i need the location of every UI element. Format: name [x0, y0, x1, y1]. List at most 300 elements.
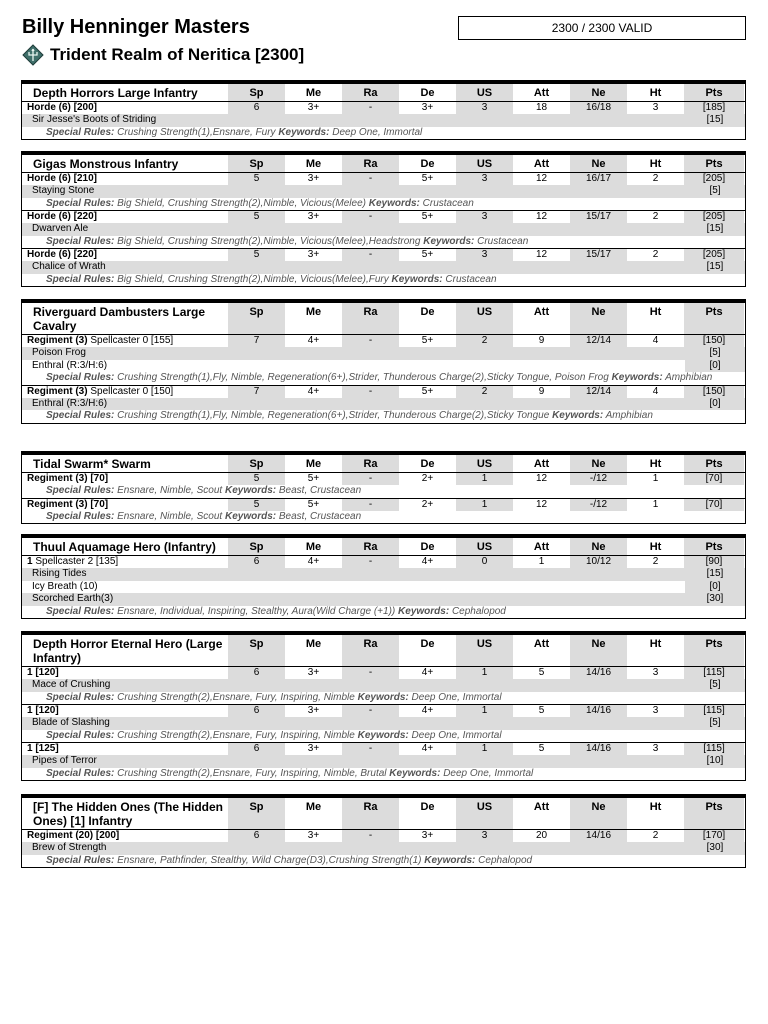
stat-value: 3+ — [307, 249, 320, 260]
stat-header: Ra — [342, 635, 399, 666]
stat-value: 3+ — [307, 173, 320, 184]
stat-header: Ht — [627, 303, 684, 334]
stat-value: 5+ — [421, 211, 434, 222]
stat-value: 3+ — [421, 830, 434, 841]
stat-value: 9 — [538, 385, 545, 397]
stat-value: 2 — [652, 249, 659, 260]
special-rules — [22, 274, 745, 287]
upgrade-name: Chalice of Wrath — [22, 261, 685, 274]
special-rules-text: Crushing Strength(1),Fly, Nimble, Regeneration(6+),Strider, Thunderous Charge(2),Sticky Tongue, Poison Frog — [117, 372, 609, 383]
stat-value: -/12 — [570, 499, 627, 511]
keywords-label: Keywords: — [357, 691, 409, 703]
stat-value: [205] — [684, 249, 744, 261]
unit-size-extra: Spellcaster 0 [150] — [87, 385, 174, 397]
keywords-label: Keywords: — [224, 485, 277, 496]
stat-header: Me — [285, 798, 342, 829]
unit-size-label: 1 — [27, 556, 33, 567]
stat-value: 3+ — [307, 705, 320, 716]
stat-header: Att — [513, 635, 570, 666]
stat-value: - — [342, 667, 399, 679]
special-rules-label: Special Rules: — [46, 729, 115, 741]
special-rules-label: Special Rules: — [46, 273, 115, 285]
stat-value: 4+ — [307, 385, 320, 397]
stat-value: 5 — [228, 173, 285, 185]
stat-header: US — [456, 303, 513, 334]
stat-value: 3 — [456, 173, 513, 185]
unit-block — [21, 451, 746, 524]
stat-header: Sp — [228, 303, 285, 334]
unit-size-label: 1 [120] — [27, 667, 59, 678]
keywords-text: Amphibian — [605, 410, 653, 421]
unit-block — [21, 299, 746, 424]
stat-value: [205] — [684, 173, 744, 185]
special-rules — [22, 692, 745, 705]
stat-value: 1 — [456, 667, 513, 679]
unit-size — [22, 830, 228, 842]
stat-value: 5+ — [307, 473, 320, 484]
unit-size-label: Regiment (20) [200] — [27, 830, 120, 841]
stat-value: 1 — [456, 473, 513, 485]
stat-value: [90] — [684, 556, 744, 568]
stat-value: 10/12 — [570, 556, 627, 568]
special-rules-text: Crushing Strength(1),Ensnare, Fury — [117, 126, 276, 138]
upgrade-name: Brew of Strength — [22, 842, 685, 855]
stat-value: 3+ — [307, 102, 320, 113]
upgrade-name: Dwarven Ale — [22, 223, 685, 236]
stat-value: 5+ — [421, 335, 434, 346]
upgrade-name: Scorched Earth(3) — [22, 593, 685, 606]
stat-value: [150] — [684, 386, 744, 398]
stat-value: 20 — [535, 830, 548, 841]
stat-value: 1 — [456, 499, 513, 511]
stat-value: [115] — [684, 705, 744, 717]
special-rules — [22, 730, 745, 743]
unit-header — [22, 538, 745, 556]
unit-title: Thuul Aquamage Hero (Infantry) — [33, 540, 216, 554]
stat-value: 5 — [538, 743, 545, 754]
keywords-text: Beast, Crustacean — [278, 510, 362, 522]
stat-header: Pts — [684, 538, 744, 555]
stat-header: Pts — [684, 798, 744, 829]
unit-size-label: 1 [125] — [27, 743, 59, 754]
stat-header: Ra — [342, 155, 399, 172]
upgrade-points: [0] — [685, 360, 745, 373]
stat-header: Ra — [342, 798, 399, 829]
unit-size-label: Horde (6) [220] — [27, 211, 98, 222]
stat-header: Ra — [342, 455, 399, 472]
stat-value: 5 — [228, 499, 285, 511]
stat-value: 6 — [228, 556, 285, 568]
upgrade-row — [22, 717, 745, 730]
stat-header: Ra — [342, 84, 399, 101]
unit-header — [22, 635, 745, 667]
upgrade-row — [22, 842, 745, 855]
unit-title: [F] The Hidden Ones (The Hidden Ones) [1] Infantry — [33, 800, 223, 828]
unit-entry-row — [22, 667, 745, 679]
special-rules-text: Big Shield, Crushing Strength(2),Nimble, Vicious(Melee),Fury — [117, 273, 389, 285]
stat-value: - — [342, 249, 399, 261]
special-rules-label: Special Rules: — [46, 605, 115, 617]
keywords-label: Keywords: — [389, 767, 441, 779]
unit-size-label: Horde (6) [200] — [27, 102, 98, 113]
stat-value: 4+ — [307, 335, 320, 346]
stat-value: 14/16 — [570, 830, 627, 842]
keywords-text: Amphibian — [665, 372, 713, 383]
stat-value: 3+ — [307, 743, 320, 754]
upgrade-row — [22, 593, 745, 606]
unit-block — [21, 80, 746, 140]
stat-value: -/12 — [570, 473, 627, 485]
upgrade-name: Blade of Slashing — [22, 717, 685, 730]
stat-value: [70] — [684, 499, 744, 511]
stat-header: De — [399, 155, 456, 172]
stat-value: 5 — [228, 249, 285, 261]
stat-value: 2+ — [421, 473, 434, 484]
stat-header: Me — [285, 635, 342, 666]
stat-header: US — [456, 538, 513, 555]
stat-value: 12 — [535, 249, 548, 260]
stat-value: 16/17 — [570, 173, 627, 185]
unit-title: Riverguard Dambusters Large Cavalry — [33, 305, 206, 333]
special-rules-text: Ensnare, Individual, Inspiring, Stealthy, Aura(Wild Charge (+1)) — [117, 605, 396, 617]
stat-value: 2 — [652, 211, 659, 222]
unit-size-label: 1 [120] — [27, 705, 59, 716]
unit-entry-row — [22, 830, 745, 842]
stat-value: 4 — [652, 335, 659, 346]
stat-header: Ht — [627, 798, 684, 829]
upgrade-row — [22, 581, 745, 594]
stat-header: Att — [513, 303, 570, 334]
stat-header: Me — [285, 155, 342, 172]
keywords-label: Keywords: — [424, 854, 476, 866]
keywords-label: Keywords: — [224, 510, 277, 522]
unit-size-extra: Spellcaster 2 [135] — [32, 556, 119, 567]
stat-header: Pts — [684, 455, 744, 472]
unit-size-label: Regiment (3) [70] — [27, 473, 109, 484]
stat-value: 12 — [535, 498, 548, 510]
stat-value: [205] — [684, 211, 744, 223]
keywords-text: Deep One, Immortal — [332, 126, 423, 138]
stat-value: [170] — [684, 830, 744, 842]
stat-value: 7 — [228, 386, 285, 398]
stat-value: 3 — [652, 667, 659, 678]
stat-header: Me — [285, 455, 342, 472]
unit-header — [22, 455, 745, 473]
upgrade-row — [22, 568, 745, 581]
unit-block — [21, 151, 746, 287]
unit-size-label: Horde (6) [210] — [27, 173, 98, 184]
stat-value: - — [342, 473, 399, 485]
special-rules-label: Special Rules: — [46, 372, 115, 383]
keywords-label: Keywords: — [391, 273, 443, 285]
stat-value: 2 — [652, 556, 659, 567]
unit-block — [21, 794, 746, 868]
upgrade-name: Staying Stone — [22, 185, 685, 198]
stat-header: Ne — [570, 84, 627, 101]
stat-value: 12/14 — [570, 386, 627, 398]
stat-value: [115] — [684, 667, 744, 679]
unit-entry-row — [22, 249, 745, 261]
stat-header: Ht — [627, 455, 684, 472]
special-rules-label: Special Rules: — [46, 485, 115, 496]
page-header — [22, 14, 746, 74]
upgrade-points: [5] — [685, 679, 745, 692]
unit-header — [22, 84, 745, 102]
stat-value: 4+ — [421, 705, 434, 716]
keywords-label: Keywords: — [552, 410, 604, 421]
unit-size — [22, 556, 228, 568]
faction-trident-icon — [22, 44, 44, 66]
stat-header: Sp — [228, 635, 285, 666]
special-rules-label: Special Rules: — [46, 410, 115, 421]
stat-value: 5+ — [421, 385, 434, 397]
stat-value: 5 — [228, 211, 285, 223]
stat-value: 4+ — [421, 667, 434, 678]
special-rules — [22, 855, 745, 868]
keywords-label: Keywords: — [357, 729, 409, 741]
stat-header: Ht — [627, 155, 684, 172]
army-title: Trident Realm of Neritica [2300] — [50, 45, 305, 64]
unit-size-label: Regiment (3) — [27, 335, 88, 346]
stat-value: 6 — [228, 830, 285, 842]
stat-value: 12 — [535, 173, 548, 184]
unit-size — [22, 743, 228, 755]
keywords-label: Keywords: — [278, 126, 330, 138]
keywords-label: Keywords: — [398, 605, 450, 617]
stat-value: 1 — [456, 705, 513, 717]
stat-header: US — [456, 155, 513, 172]
stat-header: Ne — [570, 455, 627, 472]
unit-header — [22, 303, 745, 335]
special-rules-text: Big Shield, Crushing Strength(2),Nimble, Vicious(Melee),Headstrong — [117, 235, 421, 247]
stat-header: Me — [285, 303, 342, 334]
unit-entry-row — [22, 743, 745, 755]
special-rules-text: Ensnare, Nimble, Scout — [117, 485, 223, 496]
army-line — [22, 44, 304, 66]
unit-size-extra: Spellcaster 0 [155] — [87, 335, 174, 346]
stat-header: Pts — [684, 635, 744, 666]
stat-header: Att — [513, 798, 570, 829]
upgrade-points: [10] — [685, 755, 745, 768]
stat-value: 1 — [652, 498, 659, 510]
keywords-text: Deep One, Immortal — [411, 729, 502, 741]
upgrade-points: [15] — [685, 223, 745, 236]
stat-value: 6 — [228, 102, 285, 114]
upgrade-row — [22, 261, 745, 274]
unit-title: Depth Horror Eternal Hero (Large Infantry) — [33, 637, 223, 665]
unit-size — [22, 249, 228, 261]
stat-value: 4+ — [421, 743, 434, 754]
unit-size — [22, 211, 228, 223]
stat-header: Me — [285, 538, 342, 555]
stat-value: 14/16 — [570, 667, 627, 679]
stat-header: Sp — [228, 84, 285, 101]
keywords-text: Deep One, Immortal — [443, 767, 534, 779]
stat-header: US — [456, 635, 513, 666]
upgrade-points: [0] — [685, 581, 745, 594]
stat-header: Ra — [342, 303, 399, 334]
stat-header: US — [456, 798, 513, 829]
unit-entry-row — [22, 473, 745, 485]
stat-header: Ne — [570, 303, 627, 334]
special-rules — [22, 127, 745, 140]
stat-header: Pts — [684, 303, 744, 334]
stat-value: - — [342, 211, 399, 223]
special-rules-text: Big Shield, Crushing Strength(2),Nimble, Vicious(Melee) — [117, 197, 366, 209]
stat-value: 16/18 — [570, 102, 627, 114]
stat-value: 15/17 — [570, 211, 627, 223]
special-rules-label: Special Rules: — [46, 767, 115, 779]
special-rules-text: Ensnare, Nimble, Scout — [117, 510, 223, 522]
stat-header: Ne — [570, 798, 627, 829]
keywords-text: Cephalopod — [478, 854, 533, 866]
upgrade-row — [22, 185, 745, 198]
keywords-label: Keywords: — [611, 372, 663, 383]
stat-header: Att — [513, 455, 570, 472]
unit-size — [22, 705, 228, 717]
stat-value: 3 — [456, 249, 513, 261]
stat-value: 2 — [456, 386, 513, 398]
stat-value: 0 — [456, 556, 513, 568]
special-rules-text: Crushing Strength(2),Ensnare, Fury, Inspiring, Nimble — [117, 729, 355, 741]
stat-value: 1 — [456, 743, 513, 755]
stat-value: [115] — [684, 743, 744, 755]
stat-value: 5 — [538, 705, 545, 716]
stat-value: 12 — [535, 473, 548, 484]
special-rules-label: Special Rules: — [46, 197, 115, 209]
special-rules-label: Special Rules: — [46, 854, 115, 866]
upgrade-row — [22, 347, 745, 360]
stat-value: [185] — [684, 102, 744, 114]
keywords-text: Crustacean — [422, 197, 474, 209]
special-rules — [22, 236, 745, 249]
upgrade-points: [15] — [685, 261, 745, 274]
special-rules-text: Crushing Strength(1),Fly, Nimble, Regeneration(6+),Strider, Thunderous Charge(2),Sticky Tongue — [117, 410, 550, 421]
unit-block — [21, 534, 746, 619]
stat-value: - — [342, 830, 399, 842]
points-validity-box: 2300 / 2300 VALID — [458, 16, 746, 40]
stat-header: De — [399, 798, 456, 829]
upgrade-row — [22, 360, 745, 373]
stat-header: Ra — [342, 538, 399, 555]
keywords-text: Beast, Crustacean — [278, 485, 362, 496]
upgrade-name: Rising Tides — [22, 568, 685, 581]
stat-value: 3+ — [421, 102, 434, 113]
special-rules-text: Ensnare, Pathfinder, Stealthy, Wild Charge(D3),Crushing Strength(1) — [117, 854, 422, 866]
unit-size — [22, 667, 228, 679]
stat-value: - — [342, 705, 399, 717]
stat-header: De — [399, 84, 456, 101]
stat-header: Att — [513, 84, 570, 101]
special-rules — [22, 198, 745, 211]
stat-value: 3 — [456, 830, 513, 842]
stat-value: 9 — [538, 335, 545, 346]
stat-value: - — [342, 743, 399, 755]
stat-value: 5 — [538, 667, 545, 678]
upgrade-row — [22, 398, 745, 411]
stat-header: Sp — [228, 455, 285, 472]
stat-value: 18 — [535, 102, 548, 113]
unit-size — [22, 499, 228, 511]
unit-title: Gigas Monstrous Infantry — [33, 157, 179, 171]
stat-value: 12/14 — [570, 335, 627, 347]
stat-header: Pts — [684, 155, 744, 172]
stat-header: Sp — [228, 155, 285, 172]
stat-header: Att — [513, 538, 570, 555]
stat-value: 4+ — [307, 556, 320, 567]
upgrade-points: [30] — [685, 842, 745, 855]
special-rules — [22, 485, 745, 498]
player-name: Billy Henninger Masters — [22, 16, 250, 38]
unit-title: Depth Horrors Large Infantry — [33, 86, 198, 100]
unit-size — [22, 335, 228, 347]
stat-header: De — [399, 635, 456, 666]
upgrade-points: [15] — [685, 114, 745, 127]
stat-header: Ht — [627, 635, 684, 666]
stat-value: 14/16 — [570, 705, 627, 717]
stat-value: 6 — [228, 705, 285, 717]
stat-value: 4+ — [421, 556, 434, 567]
stat-value: - — [342, 335, 399, 347]
unit-entry-row — [22, 705, 745, 717]
keywords-text: Deep One, Immortal — [411, 691, 502, 703]
upgrade-points: [15] — [685, 568, 745, 581]
unit-entry-row — [22, 556, 745, 568]
unit-size — [22, 102, 228, 114]
upgrade-name: Enthral (R:3/H:6) — [32, 359, 108, 371]
stat-header: De — [399, 303, 456, 334]
upgrade-row — [22, 755, 745, 768]
stat-value: 3 — [652, 743, 659, 754]
stat-value: 15/17 — [570, 249, 627, 261]
stat-header: Ht — [627, 84, 684, 101]
keywords-label: Keywords: — [423, 235, 475, 247]
stat-value: [70] — [684, 473, 744, 485]
stat-value: 5+ — [307, 498, 320, 510]
stat-value: 2 — [652, 830, 659, 841]
stat-header: Pts — [684, 84, 744, 101]
keywords-text: Crustacean — [445, 273, 497, 285]
stat-value: - — [342, 386, 399, 398]
special-rules — [22, 372, 745, 385]
stat-value: 2 — [652, 173, 659, 184]
unit-size — [22, 473, 228, 485]
stat-header: US — [456, 455, 513, 472]
unit-header — [22, 798, 745, 830]
keywords-text: Cephalopod — [451, 605, 506, 617]
unit-entry-row — [22, 335, 745, 347]
stat-header: Sp — [228, 538, 285, 555]
special-rules-label: Special Rules: — [46, 126, 115, 138]
stat-value: 3 — [456, 211, 513, 223]
stat-value: - — [342, 499, 399, 511]
upgrade-points: [0] — [685, 398, 745, 411]
stat-value: 4 — [652, 385, 659, 397]
stat-value: 2 — [456, 335, 513, 347]
stat-value: 5+ — [421, 173, 434, 184]
stat-value: 7 — [228, 335, 285, 347]
special-rules-label: Special Rules: — [46, 510, 115, 522]
stat-value: 1 — [652, 473, 659, 484]
stat-header: Att — [513, 155, 570, 172]
special-rules-text: Crushing Strength(2),Ensnare, Fury, Inspiring, Nimble — [117, 691, 355, 703]
stat-value: 6 — [228, 743, 285, 755]
unit-size-label: Regiment (3) — [27, 385, 88, 397]
unit-entry-row — [22, 386, 745, 398]
special-rules — [22, 410, 745, 423]
stat-value: [150] — [684, 335, 744, 347]
upgrade-row — [22, 679, 745, 692]
